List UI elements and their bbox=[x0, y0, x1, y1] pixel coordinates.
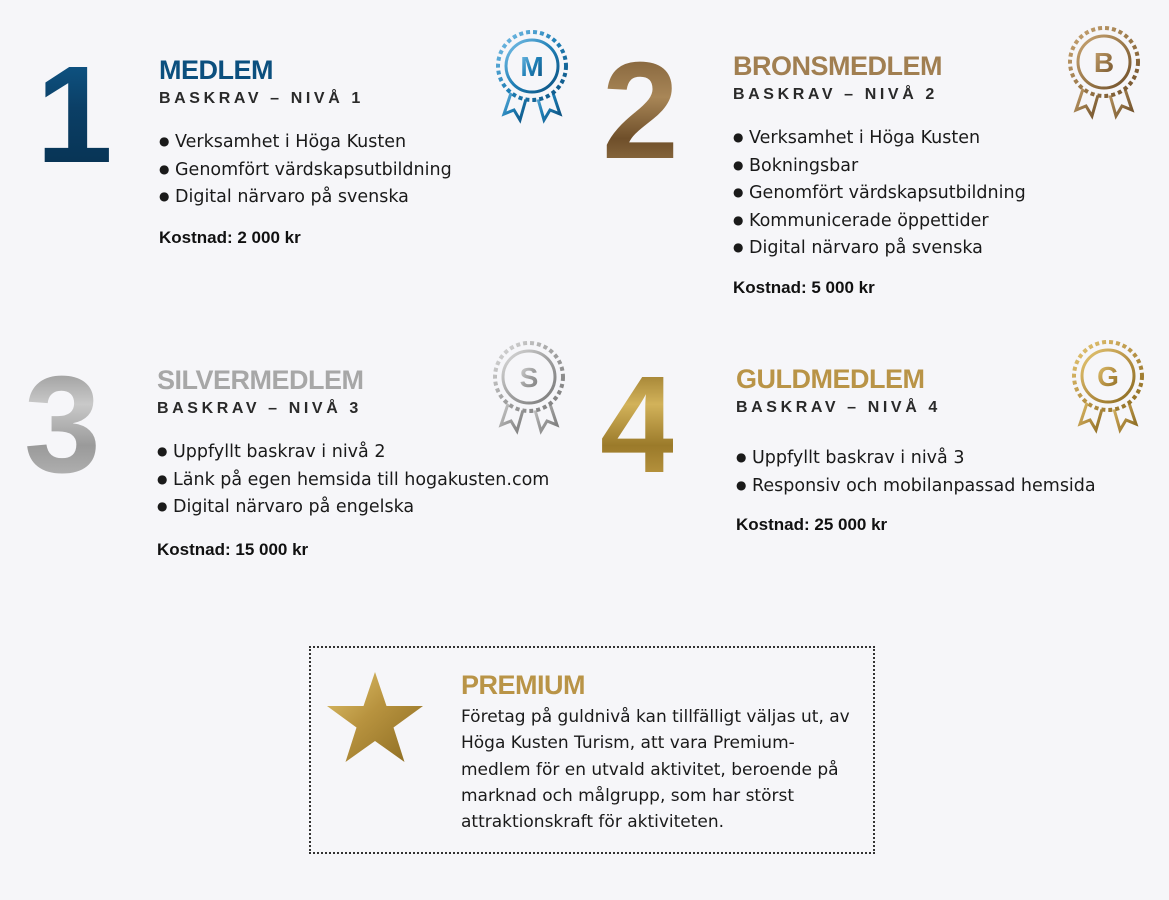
list-item: ● Digital närvaro på svenska bbox=[159, 183, 452, 211]
list-item: ● Verksamhet i Höga Kusten bbox=[733, 124, 1026, 152]
list-item: ● Bokningsbar bbox=[733, 152, 1026, 180]
silver-rosette-icon bbox=[489, 337, 569, 437]
tier-3-subtitle: BASKRAV – NIVÅ 3 bbox=[157, 400, 362, 417]
tier-2-title: BRONSMEDLEM bbox=[733, 51, 942, 81]
tier-3-badge-letter: S bbox=[519, 362, 539, 393]
tier-4-subtitle: BASKRAV – NIVÅ 4 bbox=[736, 399, 941, 416]
tier-3-requirements bbox=[157, 438, 549, 521]
tier-3-title: SILVERMEDLEM bbox=[157, 365, 364, 395]
star-icon bbox=[325, 670, 425, 766]
premium-description: Företag på guldnivå kan tillfälligt väljas ut, av Höga Kusten Turism, att vara Premium-medlem för en utvald aktivitet, beroende på marknad och målgrupp, som har störst attraktionskraft för aktiviteten. bbox=[461, 707, 850, 833]
tier-4-badge-letter: G bbox=[1097, 361, 1119, 392]
premium-box bbox=[309, 646, 875, 854]
tier-1-cost: Kostnad: 2 000 kr bbox=[159, 228, 301, 247]
tier-1-requirements bbox=[159, 128, 452, 211]
tier-2-badge-letter: B bbox=[1093, 47, 1115, 78]
list-item: ● Digital närvaro på engelska bbox=[157, 493, 549, 521]
tier-1-badge-letter: M bbox=[520, 51, 544, 82]
tier-4-requirements bbox=[736, 444, 1096, 499]
tier-2-requirements bbox=[733, 124, 1026, 262]
tier-2-number: 2 bbox=[602, 34, 675, 188]
brons-rosette-icon bbox=[1064, 22, 1144, 122]
list-item: ● Länk på egen hemsida till hogakusten.com bbox=[157, 466, 549, 494]
list-item: ● Uppfyllt baskrav i nivå 2 bbox=[157, 438, 549, 466]
tier-4-title: GULDMEDLEM bbox=[736, 364, 925, 394]
tier-1-title: MEDLEM bbox=[159, 55, 273, 85]
tier-2-subtitle: BASKRAV – NIVÅ 2 bbox=[733, 86, 938, 103]
list-item: ● Responsiv och mobilanpassad hemsida bbox=[736, 472, 1096, 500]
list-item: ● Uppfyllt baskrav i nivå 3 bbox=[736, 444, 1096, 472]
tier-4-cost: Kostnad: 25 000 kr bbox=[736, 515, 888, 534]
list-item: ● Kommunicerade öppettider bbox=[733, 207, 1026, 235]
tier-4-number: 4 bbox=[600, 348, 673, 502]
list-item: ● Genomfört värdskapsutbildning bbox=[733, 179, 1026, 207]
list-item: ● Verksamhet i Höga Kusten bbox=[159, 128, 452, 156]
premium-title: PREMIUM bbox=[461, 670, 585, 700]
tier-1-subtitle: BASKRAV – NIVÅ 1 bbox=[159, 90, 364, 107]
medlem-rosette-icon bbox=[492, 26, 572, 126]
tier-1-number: 1 bbox=[36, 38, 109, 192]
tier-2-cost: Kostnad: 5 000 kr bbox=[733, 278, 875, 297]
list-item: ● Digital närvaro på svenska bbox=[733, 234, 1026, 262]
guld-rosette-icon bbox=[1068, 336, 1148, 436]
tier-3-cost: Kostnad: 15 000 kr bbox=[157, 540, 309, 559]
tier-3-number: 3 bbox=[24, 348, 97, 502]
list-item: ● Genomfört värdskapsutbildning bbox=[159, 156, 452, 184]
